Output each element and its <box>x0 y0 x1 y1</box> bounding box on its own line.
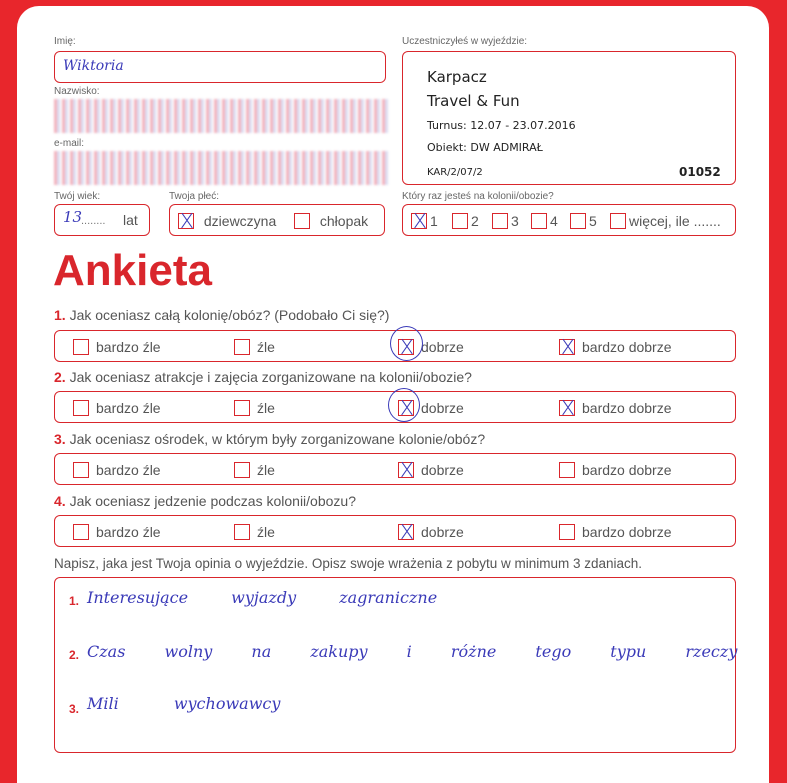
option-bardzo-dobrze[interactable]: bardzo dobrze <box>559 461 672 478</box>
times-label: Który raz jesteś na kolonii/obozie? <box>402 191 554 202</box>
checkbox-checked[interactable] <box>398 462 414 478</box>
option-bardzo-zle[interactable]: bardzo źle <box>73 338 161 355</box>
opinion-line-3: Mili wychowawcy <box>87 694 281 713</box>
name-field[interactable] <box>54 51 386 83</box>
checkbox[interactable] <box>73 524 89 540</box>
question-2 <box>54 369 472 385</box>
checkbox[interactable] <box>73 462 89 478</box>
option-bardzo-zle[interactable]: bardzo źle <box>73 523 161 540</box>
stamp-place: Karpacz <box>427 68 487 86</box>
stamp-code: KAR/2/07/2 <box>427 167 483 178</box>
surname-label: Nazwisko: <box>54 86 100 97</box>
gender-option-girl[interactable]: dziewczyna <box>178 212 276 229</box>
option-bardzo-zle[interactable]: bardzo źle <box>73 461 161 478</box>
checkbox[interactable] <box>452 213 468 229</box>
times-option-1[interactable]: 1 <box>411 212 438 229</box>
question-text: Jak oceniasz atrakcje i zajęcia zorganizowane na kolonii/obozie? <box>69 369 472 385</box>
stamp-turnus: Turnus: 12.07 - 23.07.2016 <box>427 119 576 132</box>
question-number: 1. <box>54 307 66 323</box>
trip-label: Uczestniczyłeś w wyjeździe: <box>402 36 528 47</box>
answer-row-2 <box>54 391 736 423</box>
times-field <box>402 204 736 236</box>
checkbox[interactable] <box>234 339 250 355</box>
gender-label: Twoja płeć: <box>169 191 220 202</box>
checkbox[interactable] <box>234 462 250 478</box>
question-number: 3. <box>54 431 66 447</box>
option-bardzo-dobrze[interactable]: bardzo dobrze <box>559 399 672 416</box>
checkbox[interactable] <box>559 524 575 540</box>
opinion-line-1: Interesujące wyjazdy zagraniczne <box>87 588 438 607</box>
email-redacted <box>54 151 390 185</box>
question-4 <box>54 493 356 509</box>
option-zle[interactable]: źle <box>234 338 275 355</box>
checkbox[interactable] <box>294 213 310 229</box>
age-handwriting: 13 <box>63 208 83 226</box>
option-bardzo-dobrze[interactable]: bardzo dobrze <box>559 523 672 540</box>
checkbox-checked[interactable] <box>178 213 194 229</box>
trip-stamp-box <box>402 51 736 185</box>
times-option-more[interactable]: więcej, ile ....... <box>610 212 721 229</box>
checkbox[interactable] <box>73 400 89 416</box>
pen-circle-mark <box>388 388 420 422</box>
question-number: 4. <box>54 493 66 509</box>
question-text: Jak oceniasz całą kolonię/obóz? (Podobało Ci się?) <box>69 307 390 323</box>
checkbox[interactable] <box>492 213 508 229</box>
checkbox[interactable] <box>531 213 547 229</box>
question-3 <box>54 431 485 447</box>
option-zle[interactable]: źle <box>234 523 275 540</box>
stamp-number: 01052 <box>679 165 721 179</box>
times-option-5[interactable]: 5 <box>570 212 597 229</box>
option-dobrze[interactable]: dobrze <box>398 399 464 416</box>
answer-row-3 <box>54 453 736 485</box>
question-text: Jak oceniasz ośrodek, w którym były zorganizowane kolonie/obóz? <box>69 431 486 447</box>
age-field[interactable] <box>54 204 150 236</box>
opinion-prompt: Napisz, jaka jest Twoja opinia o wyjeździe. Opisz swoje wrażenia z pobytu w minimum 3 zdaniach. <box>54 556 643 571</box>
age-label: Twój wiek: <box>54 191 101 202</box>
checkbox[interactable] <box>73 339 89 355</box>
age-unit: lat <box>123 212 138 228</box>
option-bardzo-dobrze[interactable]: bardzo dobrze <box>559 338 672 355</box>
option-zle[interactable]: źle <box>234 399 275 416</box>
question-text: Jak oceniasz jedzenie podczas kolonii/obozu? <box>69 493 356 509</box>
option-dobrze[interactable]: dobrze <box>398 338 464 355</box>
stamp-object: Obiekt: DW ADMIRAŁ <box>427 141 543 154</box>
opinion-line-number: 3. <box>69 702 80 716</box>
option-dobrze[interactable]: dobrze <box>398 461 464 478</box>
age-dots: ........ <box>81 215 106 227</box>
answer-row-1 <box>54 330 736 362</box>
checkbox[interactable] <box>234 524 250 540</box>
checkbox[interactable] <box>610 213 626 229</box>
times-option-4[interactable]: 4 <box>531 212 558 229</box>
checkbox-checked[interactable] <box>559 339 575 355</box>
question-number: 2. <box>54 369 66 385</box>
opinion-line-2: Czas wolny na zakupy i różne tego typu rzeczy <box>87 642 738 661</box>
checkbox-checked[interactable] <box>398 524 414 540</box>
opinion-line-number: 2. <box>69 648 80 662</box>
opinion-textarea[interactable] <box>54 577 736 753</box>
name-label: Imię: <box>54 36 76 47</box>
times-option-2[interactable]: 2 <box>452 212 479 229</box>
gender-field <box>169 204 385 236</box>
times-option-3[interactable]: 3 <box>492 212 519 229</box>
question-1 <box>54 307 389 323</box>
checkbox-checked[interactable] <box>559 400 575 416</box>
option-dobrze[interactable]: dobrze <box>398 523 464 540</box>
opinion-line-number: 1. <box>69 594 80 608</box>
name-handwriting: Wiktoria <box>63 58 124 74</box>
email-label: e-mail: <box>54 138 85 149</box>
option-bardzo-zle[interactable]: bardzo źle <box>73 399 161 416</box>
answer-row-4 <box>54 515 736 547</box>
surname-redacted <box>54 99 390 133</box>
stamp-company: Travel & Fun <box>427 92 520 110</box>
checkbox[interactable] <box>234 400 250 416</box>
survey-sheet <box>17 6 769 783</box>
page-title: Ankieta <box>53 246 212 295</box>
gender-option-boy[interactable]: chłopak <box>294 212 368 229</box>
checkbox[interactable] <box>570 213 586 229</box>
checkbox-checked[interactable] <box>411 213 427 229</box>
checkbox[interactable] <box>559 462 575 478</box>
pen-circle-mark <box>390 326 423 361</box>
option-zle[interactable]: źle <box>234 461 275 478</box>
